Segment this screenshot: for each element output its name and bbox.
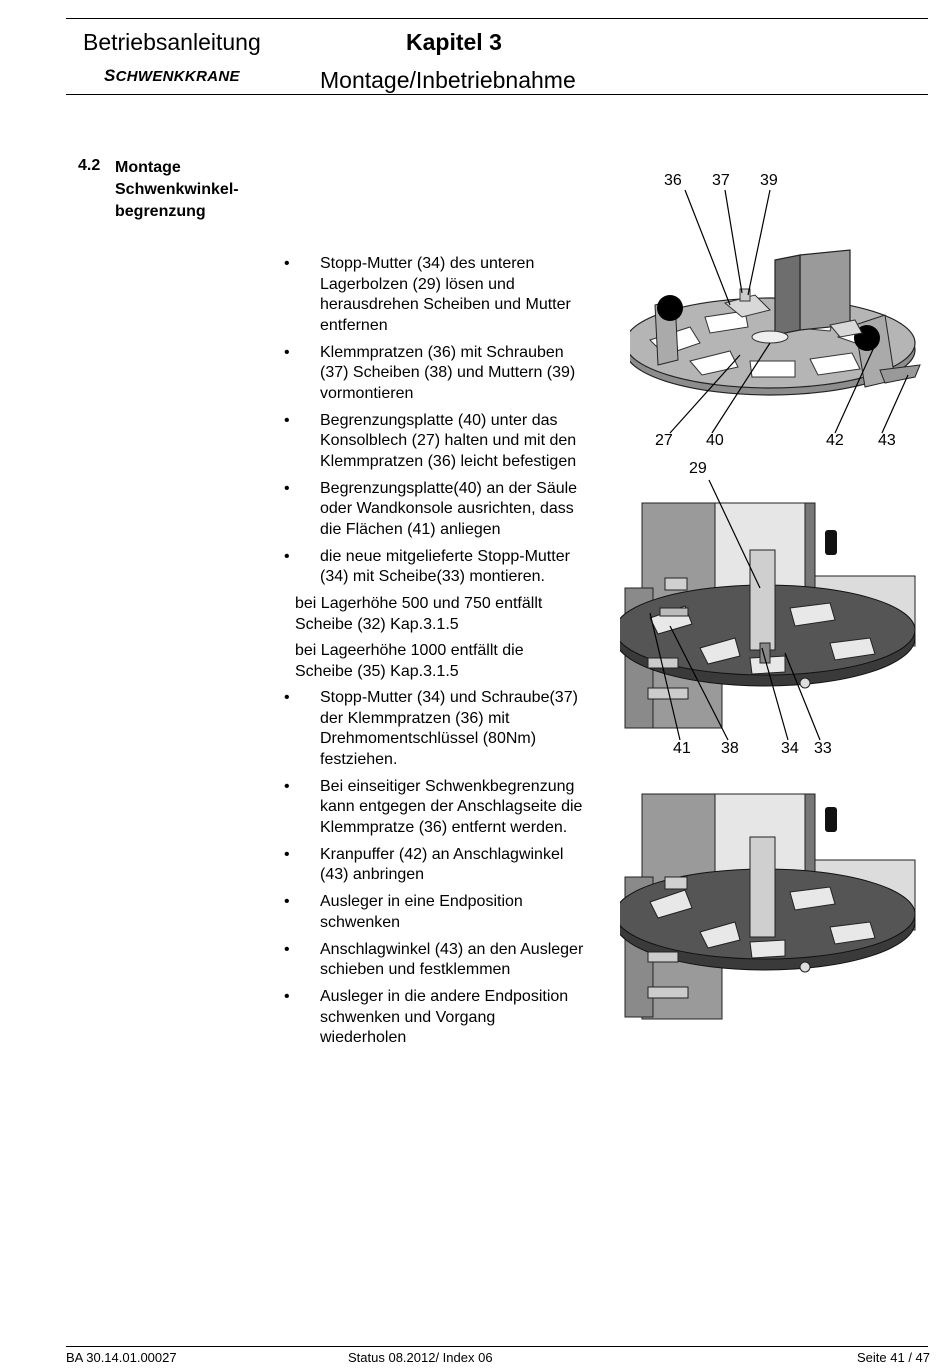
step-text: Begrenzungsplatte(40) an der Säule oder Wandkonsole ausrichten, dass die Flächen (41) anliegen [320,479,578,538]
figure-mounting-detail [620,478,920,748]
step-text: Stopp-Mutter (34) und Schraube(37) der Klemmpratzen (36) mit Drehmomentschlüssel (80Nm) festziehen. [320,689,578,768]
list-item [283,547,613,588]
bullet-icon: • [284,411,290,429]
callout-38: 38 [721,740,739,757]
figure-limit-plate-overview [630,165,930,460]
step-text: Klemmpratzen (36) mit Schrauben (37) Scheiben (38) und Muttern (39) vormontieren [320,343,576,402]
step-text: Bei einseitiger Schwenkbegrenzung kann entgegen der Anschlagseite die Klemmpratze (36) entfernt werden. [320,777,583,836]
step-text: Stopp-Mutter (34) des unteren Lagerbolzen (29) lösen und herausdrehen Scheiben und Mutter entfernen [320,255,571,334]
footer-rule [66,1346,928,1347]
bullet-icon: • [284,777,290,795]
footer-page-number: Seite 41 / 47 [857,1350,930,1365]
step-text: Anschlagwinkel (43) an den Ausleger schieben und festklemmen [320,940,584,978]
product-name [104,66,240,86]
callout-29: 29 [689,460,707,477]
product-name-initial: S [104,66,116,85]
callout-39: 39 [760,172,778,189]
callout-33: 33 [814,740,832,757]
note-text: bei Lagerhöhe 500 und 750 entfällt Scheibe (32) Kap.3.1.5 [295,595,543,633]
bullet-icon: • [284,343,290,361]
chapter-subtitle: Montage/Inbetriebnahme [320,67,576,93]
list-item [283,987,613,1049]
list-item [283,254,613,336]
section-number: 4.2 [78,157,101,174]
footer-status: Status 08.2012/ Index 06 [348,1350,493,1365]
header-bottom-rule [66,94,928,95]
bullet-icon: • [284,547,290,565]
callout-27: 27 [655,432,673,449]
bullet-icon: • [284,845,290,863]
step-text: die neue mitgelieferte Stopp-Mutter (34) mit Scheibe(33) montieren. [320,547,570,585]
product-name-rest: CHWENKKRANE [115,68,240,85]
bullet-icon: • [284,940,290,958]
bullet-icon: • [284,988,290,1005]
bullet-icon: • [284,255,290,272]
bullet-icon: • [284,893,290,910]
chapter-title: Kapitel 3 [406,29,502,55]
bullet-icon: • [284,479,290,497]
list-item [283,411,613,473]
callout-40: 40 [706,432,724,449]
callout-37: 37 [712,172,730,189]
step-text: Ausleger in eine Endposition schwenken [320,893,523,931]
list-item [283,343,613,405]
footer-doc-number: BA 30.14.01.00027 [66,1350,177,1365]
list-item [283,940,613,981]
list-item [283,845,613,886]
note-text: bei Lageerhöhe 1000 entfällt die Scheibe (35) Kap.3.1.5 [295,642,524,680]
header-top-rule [66,18,928,19]
list-item [283,688,613,770]
callout-34: 34 [781,740,799,757]
step-text: Kranpuffer (42) an Anschlagwinkel (43) anbringen [320,845,564,883]
callout-42: 42 [826,432,844,449]
step-text: Begrenzungsplatte (40) unter das Konsolblech (27) halten und mit den Klemmpratzen (36) leicht befestigen [320,411,577,470]
mounting-detail-drawing [620,478,920,748]
section-title: Montage Schwenkwinkel-begrenzung [115,159,239,220]
callout-36: 36 [664,172,682,189]
bullet-icon: • [284,689,290,706]
list-item [283,479,613,541]
callout-43: 43 [878,432,896,449]
instruction-list [283,254,613,1055]
final-assembly-drawing [620,792,920,1022]
list-item [283,892,613,933]
document-title: Betriebsanleitung [83,29,261,55]
figure-final-assembly [620,792,920,1022]
list-item [283,777,613,839]
callout-41: 41 [673,740,691,757]
limit-plate-drawing [630,165,930,460]
step-text: Ausleger in die andere Endposition schwenken und Vorgang wiederholen [320,988,569,1046]
